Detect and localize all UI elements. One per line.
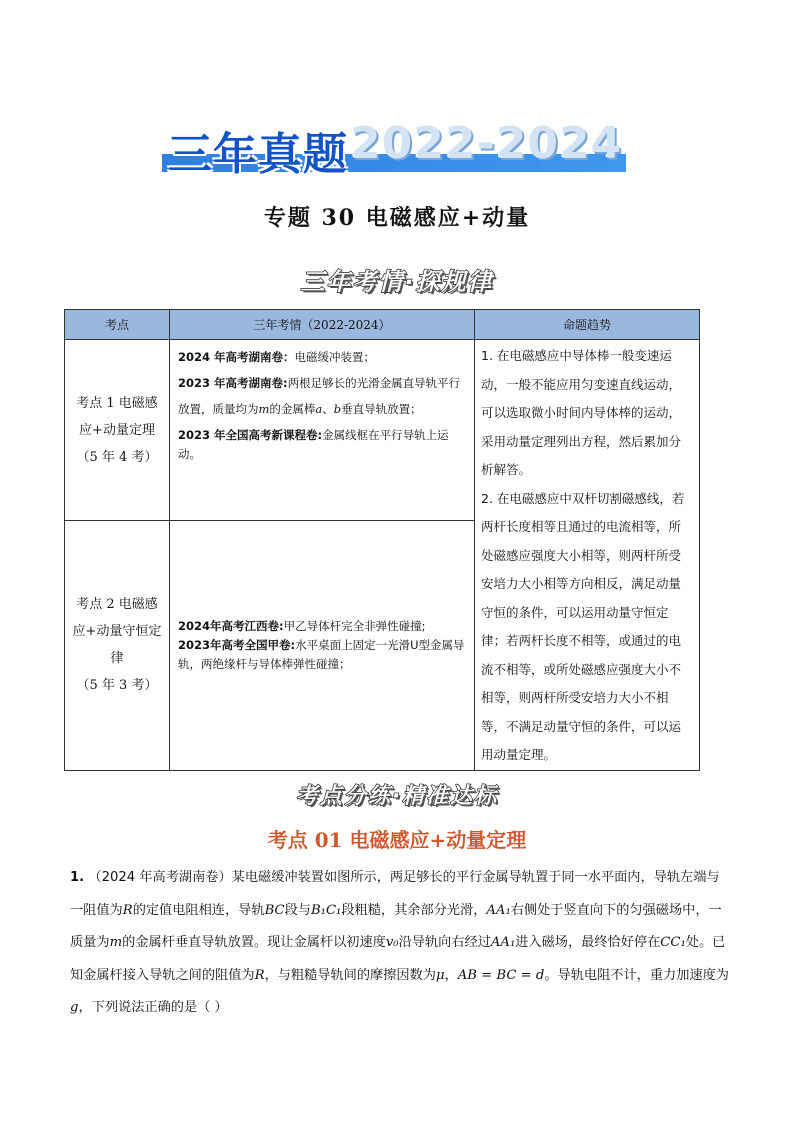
question-text: 的金属杆垂直导轨放置。现让金属杆以初速度: [122, 935, 386, 950]
var-a: a: [315, 402, 323, 416]
situation-text: 电磁缓冲装置；: [294, 350, 376, 364]
situation-text: 垂直导轨放置；: [341, 402, 422, 416]
situation-item: [178, 370, 466, 422]
situation-text: 甲乙导体杆完全非弹性碰撞;: [283, 618, 426, 633]
var-g: g: [70, 1000, 79, 1015]
situation-text: 的金属棒: [269, 402, 316, 416]
section-heading-trends-text: 三年考情·探规律: [300, 268, 494, 296]
situation-item: [178, 636, 470, 674]
question-text: ，: [444, 967, 458, 983]
var-AA1: AA₁: [490, 935, 516, 950]
title-banner: [162, 114, 634, 178]
question-number: 1.: [70, 870, 85, 885]
situation-item: [178, 426, 466, 464]
kp-cell: [65, 340, 170, 521]
exam-trend-table: [64, 309, 700, 771]
question-text: 段与: [284, 902, 311, 918]
question-text: 的定值电阻相连，导轨: [132, 902, 265, 918]
var-mu: μ: [436, 967, 445, 983]
question-text: 沿导轨向右经过: [398, 935, 491, 950]
situation-year: 2023年高考全国甲卷:: [178, 637, 296, 652]
kp-count: （5 年 3 考）: [76, 678, 158, 694]
banner-text-main: 三年真题: [168, 129, 348, 180]
question-text: 段粗糙，其余部分光滑，: [341, 902, 487, 918]
var-CC1: CC₁: [660, 935, 686, 950]
kp-label: 应+动量定理: [79, 422, 155, 438]
situation-text: 两根足够长的光滑金属直导轨平行放置，质量均为: [178, 376, 461, 416]
question-text: 右侧处于竖直向下的匀强磁场中，一质量为: [70, 902, 722, 950]
situation-text: 金属线框在平行导轨上运动。: [178, 428, 449, 461]
kp-label: 考点 2 电磁感: [76, 597, 158, 613]
var-AA1: AA₁: [486, 902, 511, 918]
situation-year: 2023 年全国高考新课程卷:: [178, 428, 323, 442]
situation-year: 2024年高考江西卷:: [178, 618, 284, 633]
trend-paragraph: 2. 在电磁感应中双杆切割磁感线，若两杆长度相等且通过的电流相等，所处磁感应强度大小相等，则两杆所受安培力大小相等方向相反，满足动量守恒的条件，可以运用动量守恒定律；若两杆长度不相等，或通过的电流不相等，或所处磁感应强度大小不相等，则两杆所受安培力大小不相等，不满足动量守恒的条件，可以运用动量定理。: [481, 490, 685, 762]
separator: 、: [322, 402, 334, 416]
kp-label: 律: [110, 651, 124, 667]
kp-count: （5 年 4 考）: [76, 449, 158, 465]
var-R: R: [254, 967, 265, 983]
question-text: 进入磁场，最终恰好停在: [515, 935, 661, 950]
question-source: （2024 年高考湖南卷）: [88, 870, 232, 885]
situation-year: 2024 年高考湖南卷：: [178, 350, 295, 364]
table-header-cell: 三年考情（2022-2024）: [170, 310, 475, 340]
question-text: ，与粗糙导轨间的摩擦因数为: [264, 967, 436, 983]
table-header-cell: 考点: [65, 310, 170, 340]
banner-text-years: 2022-2024: [350, 118, 623, 169]
section-heading-practice: [0, 779, 794, 810]
question-text: ，下列说法正确的是（ ）: [78, 1000, 228, 1015]
situation-cell: [170, 340, 475, 521]
trend-cell: [475, 340, 700, 771]
kp-section-title: 考点 01 电磁感应+动量定理: [267, 828, 527, 852]
question-text: 某电磁缓冲装置如图所示，两足够长的平行金属导轨置于同一水平面内，导轨左端与一阻值为: [70, 870, 720, 918]
question-1: [70, 862, 730, 1025]
var-B1C1: B₁C₁: [310, 902, 342, 918]
situation-text: 水平桌面上固定一光滑U型金属导轨，两绝缘杆与导体棒弹性碰撞；: [178, 637, 465, 671]
var-b: b: [333, 402, 342, 416]
var-m: m: [258, 402, 270, 416]
situation-year: 2023 年高考湖南卷:: [178, 376, 288, 390]
question-text: 处。已知金属杆接入导轨之间的阻值为: [70, 935, 726, 983]
situation-item: [178, 344, 466, 370]
situation-cell: [170, 521, 475, 770]
question-text: 。导轨电阻不计，重力加速度为: [544, 967, 729, 983]
topic-title: 专题 30 电磁感应+动量: [263, 205, 531, 231]
trend-paragraph: 1. 在电磁感应中导体棒一般变速运动，一般不能应用匀变速直线运动，可以选取微小时间内导体棒的运动，采用动量定理列出方程，然后累加分析解答。: [481, 348, 682, 477]
kp-cell: [65, 521, 170, 770]
var-BC: BC: [264, 902, 285, 918]
kp-label: 应+动量守恒定: [72, 624, 162, 640]
situation-item: [178, 617, 470, 636]
var-m: m: [109, 935, 123, 950]
table-row: [65, 340, 700, 521]
section-heading-practice-text: 考点分练·精准达标: [295, 784, 499, 809]
var-v0: v₀: [385, 935, 399, 950]
var-R: R: [122, 902, 133, 918]
section-heading-trends: [0, 262, 794, 297]
table-header-row: [65, 310, 700, 340]
kp-label: 考点 1 电磁感: [76, 395, 158, 411]
equation: AB = BC = d: [457, 967, 545, 983]
table-header-cell: 命题趋势: [475, 310, 700, 340]
